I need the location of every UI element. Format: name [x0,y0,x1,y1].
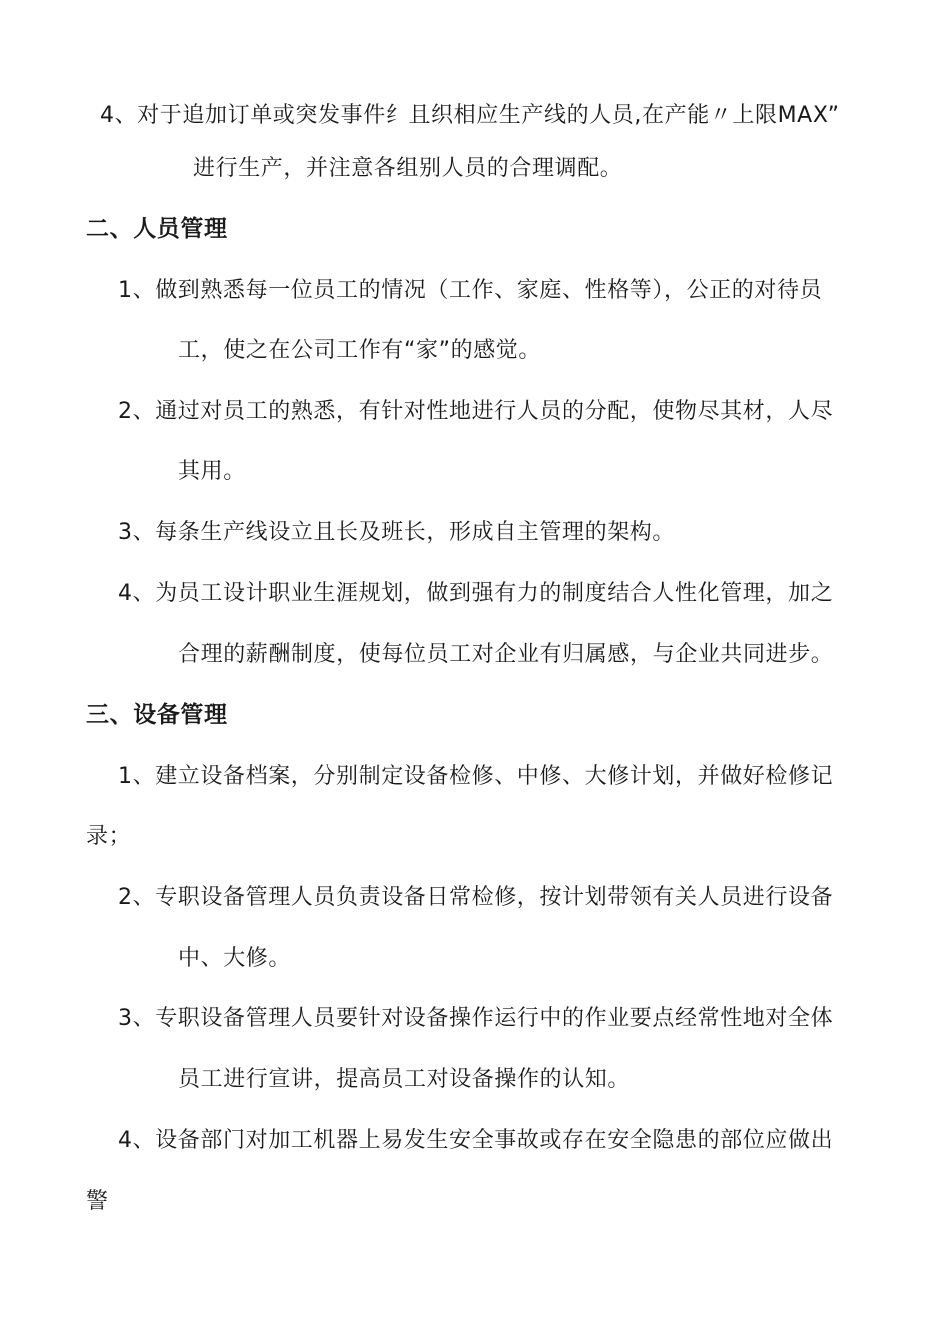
paragraph-line-5: 2、通过对员工的熟悉，有针对性地进行人员的分配，使物尽其材，人尽 [118,399,834,424]
paragraph-line-13: 2、专职设备管理人员负责设备日常检修，按计划带领有关人员进行设备 [118,885,834,910]
paragraph-line-9: 合理的薪酬制度，使每位员工对企业有归属感，与企业共同进步。 [178,642,834,667]
paragraph-line-1: 进行生产，并注意各组别人员的合理调配。 [193,156,623,181]
paragraph-line-3: 1、做到熟悉每一位员工的情况（工作、家庭、性格等），公正的对待员 [118,278,823,303]
paragraph-line-18: 警 [86,1189,109,1214]
paragraph-line-15: 3、专职设备管理人员要针对设备操作运行中的作业要点经常性地对全体 [118,1006,834,1031]
paragraph-line-11: 1、建立设备档案，分别制定设备检修、中修、大修计划，并做好检修记 [118,764,834,789]
paragraph-line-12: 录； [86,824,132,849]
paragraph-line-4: 工，使之在公司工作有“家”的感觉。 [178,338,541,363]
section-heading-personnel: 二、人员管理 [86,216,228,242]
paragraph-line-6: 其用。 [178,459,246,484]
section-heading-equipment: 三、设备管理 [86,702,228,728]
paragraph-line-0: 4、对于追加订单或突发事件纟且织相应生产线的人员,在产能〃上限MAX” [100,103,840,128]
paragraph-line-16: 员工进行宣讲，提高员工对设备操作的认知。 [178,1067,631,1092]
paragraph-line-17: 4、设备部门对加工机器上易发生安全事故或存在安全隐患的部位应做出 [118,1128,834,1153]
paragraph-line-14: 中、大修。 [178,946,292,971]
paragraph-line-8: 4、为员工设计职业生涯规划，做到强有力的制度结合人性化管理，加之 [118,581,834,606]
paragraph-line-7: 3、每条生产线设立且长及班长，形成自主管理的架构。 [118,520,675,545]
